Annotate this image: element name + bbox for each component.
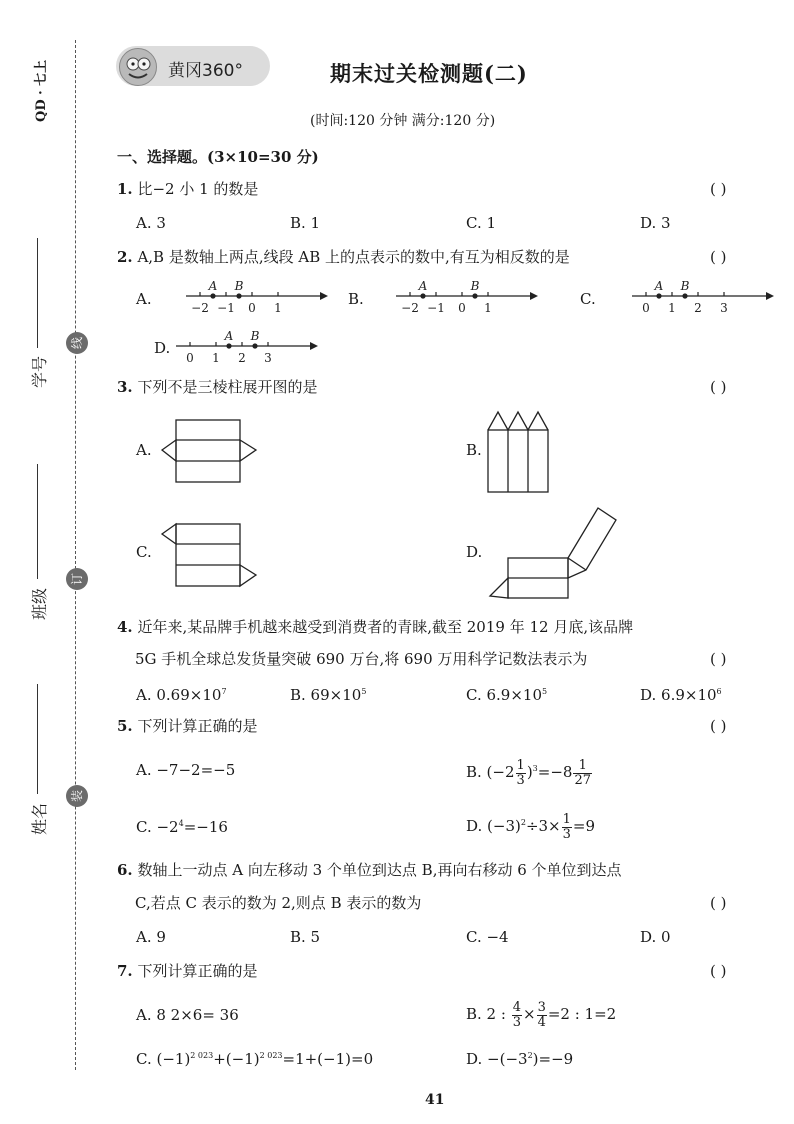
option-a: A. (136, 441, 152, 459)
arrow-icon (530, 292, 538, 300)
option-c: C. $-2^4=-16$ (136, 818, 228, 836)
tick-label: 3 (264, 351, 272, 365)
tick-label: 0 (248, 301, 256, 315)
tick-label: 1 (484, 301, 492, 315)
question-number: 4. (117, 618, 133, 636)
tick-label: 1 (212, 351, 220, 365)
number-line-a (182, 276, 332, 320)
tick-label: 2 (694, 301, 702, 315)
mascot-logo-icon (119, 48, 157, 86)
option-c: C. (580, 290, 596, 308)
option-c: C. $(-1)^{2 023}+(-1)^{2 023}=1+(-1)=0$ (136, 1050, 374, 1068)
tick-label: 1 (668, 301, 676, 315)
point-a (226, 343, 231, 348)
point-a (656, 293, 661, 298)
question-text: 近年来,某品牌手机越来越受到消费者的青睐,截至 2019 年 12 月底,该品牌 (137, 618, 634, 636)
option-d: D. 0 (640, 928, 671, 946)
arrow-icon (310, 342, 318, 350)
answer-blank[interactable]: ( ) (710, 248, 727, 266)
tick-label: −1 (427, 301, 445, 315)
option-c: C. $6.9\times 10^5$ (466, 686, 548, 704)
tick-label: 0 (642, 301, 650, 315)
option-d: D. $(-3)^2\div 3\times$ $\frac{1}{3}$ =9 (466, 811, 596, 842)
class-line (37, 464, 38, 579)
number-line-d (172, 326, 322, 370)
point-label: A (208, 279, 218, 293)
student-id-line (37, 238, 38, 348)
question-number: 6. (117, 861, 133, 879)
binding-mark-bind: 装 (66, 785, 88, 807)
option-a: A. 8 2×6= 36 (136, 1006, 239, 1024)
option-d: D. $-(-3^2)=-9$ (466, 1050, 574, 1068)
option-b: B. $69\times 10^5$ (290, 686, 367, 704)
answer-blank[interactable]: ( ) (710, 894, 727, 912)
series-label: QD · 七上 (34, 59, 49, 122)
question-text: A,B 是数轴上两点,线段 AB 上的点表示的数中,有互为相反数的是 (137, 248, 570, 266)
name-line (37, 684, 38, 794)
binding-mark-line: 线 (66, 332, 88, 354)
point-label: B (250, 329, 260, 343)
question-2 (117, 248, 570, 266)
option-b: B. 1 (290, 214, 321, 232)
option-d: D. (466, 543, 483, 561)
tick-label: 0 (458, 301, 466, 315)
net-figure-a (158, 416, 278, 486)
option-b: B. (−2 $\frac{1}{3}$ )$^3$=−8 $\frac{1}{27}$ (466, 757, 591, 788)
tick-label: 3 (720, 301, 728, 315)
option-b: B. (466, 441, 482, 459)
point-b (472, 293, 477, 298)
question-1 (117, 180, 258, 198)
answer-blank[interactable]: ( ) (710, 962, 727, 980)
student-id-label: 学号 (30, 355, 49, 388)
point-label: A (654, 279, 664, 293)
point-b (252, 343, 257, 348)
question-number: 1. (117, 180, 133, 198)
question-number: 3. (117, 378, 133, 396)
option-b: B. 5 (290, 928, 321, 946)
option-a: A. −7−2=−5 (136, 761, 236, 779)
option-c: C. 1 (466, 214, 497, 232)
option-c: C. −4 (466, 928, 509, 946)
name-label: 姓名 (30, 802, 49, 835)
question-text: 下列不是三棱柱展开图的是 (137, 378, 318, 396)
badge-text: 黄冈360° (168, 61, 243, 81)
option-a: A. (136, 290, 152, 308)
arrow-icon (320, 292, 328, 300)
option-a: A. 9 (136, 928, 166, 946)
option-d: D. 3 (640, 214, 671, 232)
number-line-b (392, 276, 542, 320)
question-6-line2: C,若点 C 表示的数为 2,则点 B 表示的数为 (135, 894, 422, 912)
net-figure-b (484, 404, 564, 496)
option-b: B. 2 : $\frac{4}{3}$ × $\frac{3}{4}$ =2 : 1=2 (466, 999, 617, 1030)
question-number: 7. (117, 962, 133, 980)
page-title: 期末过关检测题(二) (330, 61, 528, 86)
class-label: 班级 (30, 587, 49, 620)
tick-label: 2 (238, 351, 246, 365)
point-label: A (418, 279, 428, 293)
question-text: 比−2 小 1 的数是 (137, 180, 259, 198)
option-d: D. (154, 339, 171, 357)
net-figure-d (484, 498, 624, 602)
arrow-icon (766, 292, 774, 300)
option-d: D. $6.9\times 10^6$ (640, 686, 722, 704)
page-number: 41 (425, 1092, 445, 1108)
point-b (236, 293, 241, 298)
number-line-c (628, 276, 778, 320)
point-label: A (224, 329, 234, 343)
question-text: 下列计算正确的是 (137, 717, 258, 735)
binding-dashed-line (75, 40, 76, 1070)
tick-label: −1 (217, 301, 235, 315)
tick-label: −2 (191, 301, 209, 315)
exam-info: (时间:120 分钟 满分:120 分) (310, 113, 496, 129)
point-label: B (680, 279, 690, 293)
question-7 (117, 962, 257, 980)
answer-blank[interactable]: ( ) (710, 180, 727, 198)
option-a: A. $0.69\times 10^7$ (136, 686, 227, 704)
question-3 (117, 378, 317, 396)
tick-label: 0 (186, 351, 194, 365)
question-6-line1 (117, 861, 622, 879)
question-5 (117, 717, 257, 735)
question-number: 2. (117, 248, 133, 266)
option-b: B. (348, 290, 364, 308)
option-c: C. (136, 543, 152, 561)
answer-blank[interactable]: ( ) (710, 650, 727, 668)
answer-blank[interactable]: ( ) (710, 378, 727, 396)
question-4-line2: 5G 手机全球总发货量突破 690 万台,将 690 万用科学记数法表示为 (135, 650, 588, 668)
answer-blank[interactable]: ( ) (710, 717, 727, 735)
tick-label: 1 (274, 301, 282, 315)
section-heading: 一、选择题。(3×10=30 分) (117, 148, 319, 166)
point-a (210, 293, 215, 298)
point-a (420, 293, 425, 298)
series-badge (116, 46, 270, 86)
question-number: 5. (117, 717, 133, 735)
option-a: A. 3 (136, 214, 166, 232)
question-text: 数轴上一动点 A 向左移动 3 个单位到达点 B,再向右移动 6 个单位到达点 (137, 861, 622, 879)
point-label: B (234, 279, 244, 293)
point-label: B (470, 279, 480, 293)
question-text: 下列计算正确的是 (137, 962, 258, 980)
question-4-line1 (117, 618, 633, 636)
tick-label: −2 (401, 301, 419, 315)
point-b (682, 293, 687, 298)
net-figure-c (158, 520, 278, 590)
binding-mark-staple: 订 (66, 568, 88, 590)
